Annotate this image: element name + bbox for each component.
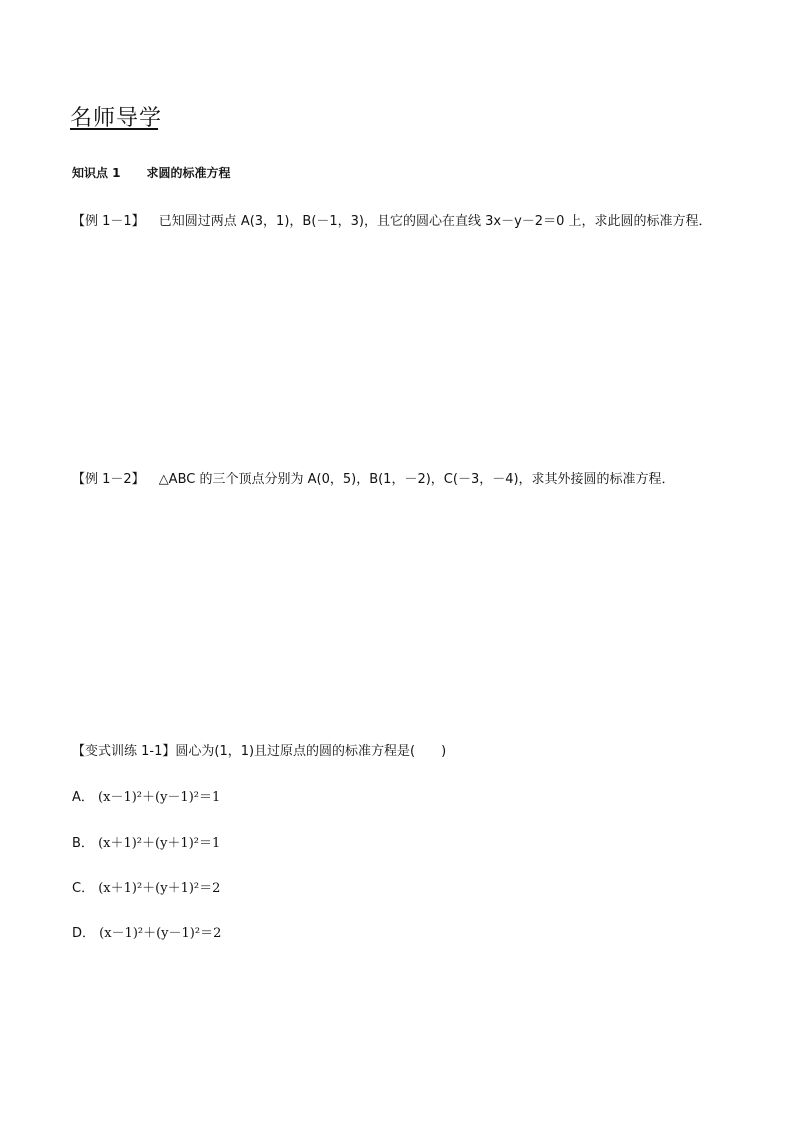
- option-a-expr: (x－1)²＋(y－1)²＝1: [98, 790, 221, 805]
- title-underline: [70, 128, 158, 130]
- example-2: [72, 463, 732, 497]
- option-c-label: C．: [72, 881, 95, 896]
- example-1-tag: 【例 1－1】: [72, 214, 145, 229]
- option-d-expr: (x－1)²＋(y－1)²＝2: [99, 926, 222, 941]
- option-a-label: A．: [72, 790, 94, 805]
- example-1: [72, 205, 732, 239]
- option-c-expr: (x＋1)²＋(y＋1)²＝2: [98, 881, 221, 896]
- option-b-label: B．: [72, 836, 94, 851]
- option-a: [72, 786, 220, 805]
- variant-exercise: [72, 735, 732, 769]
- knowledge-point-heading: [72, 164, 231, 181]
- variant-text: 圆心为(1，1)且过原点的圆的标准方程是( ): [175, 744, 447, 759]
- example-1-text: 已知圆过两点 A(3，1)，B(－1，3)，且它的圆心在直线 3x－y－2＝0 上，求此圆的标准方程．: [158, 214, 712, 229]
- example-2-text: △ABC 的三个顶点分别为 A(0，5)，B(1，－2)，C(－3，－4)，求其外接圆的标准方程．: [158, 472, 675, 487]
- option-d: [72, 922, 221, 941]
- option-c: [72, 877, 220, 896]
- option-b-expr: (x＋1)²＋(y＋1)²＝1: [98, 836, 221, 851]
- knowledge-point-name: 求圆的标准方程: [146, 166, 231, 180]
- section-title: 名师导学: [70, 106, 163, 131]
- example-2-tag: 【例 1－2】: [72, 472, 145, 487]
- knowledge-point-number: 知识点 1: [72, 166, 121, 180]
- option-d-label: D．: [72, 926, 96, 941]
- variant-tag: 【变式训练 1-1】: [72, 744, 176, 759]
- option-b: [72, 832, 220, 851]
